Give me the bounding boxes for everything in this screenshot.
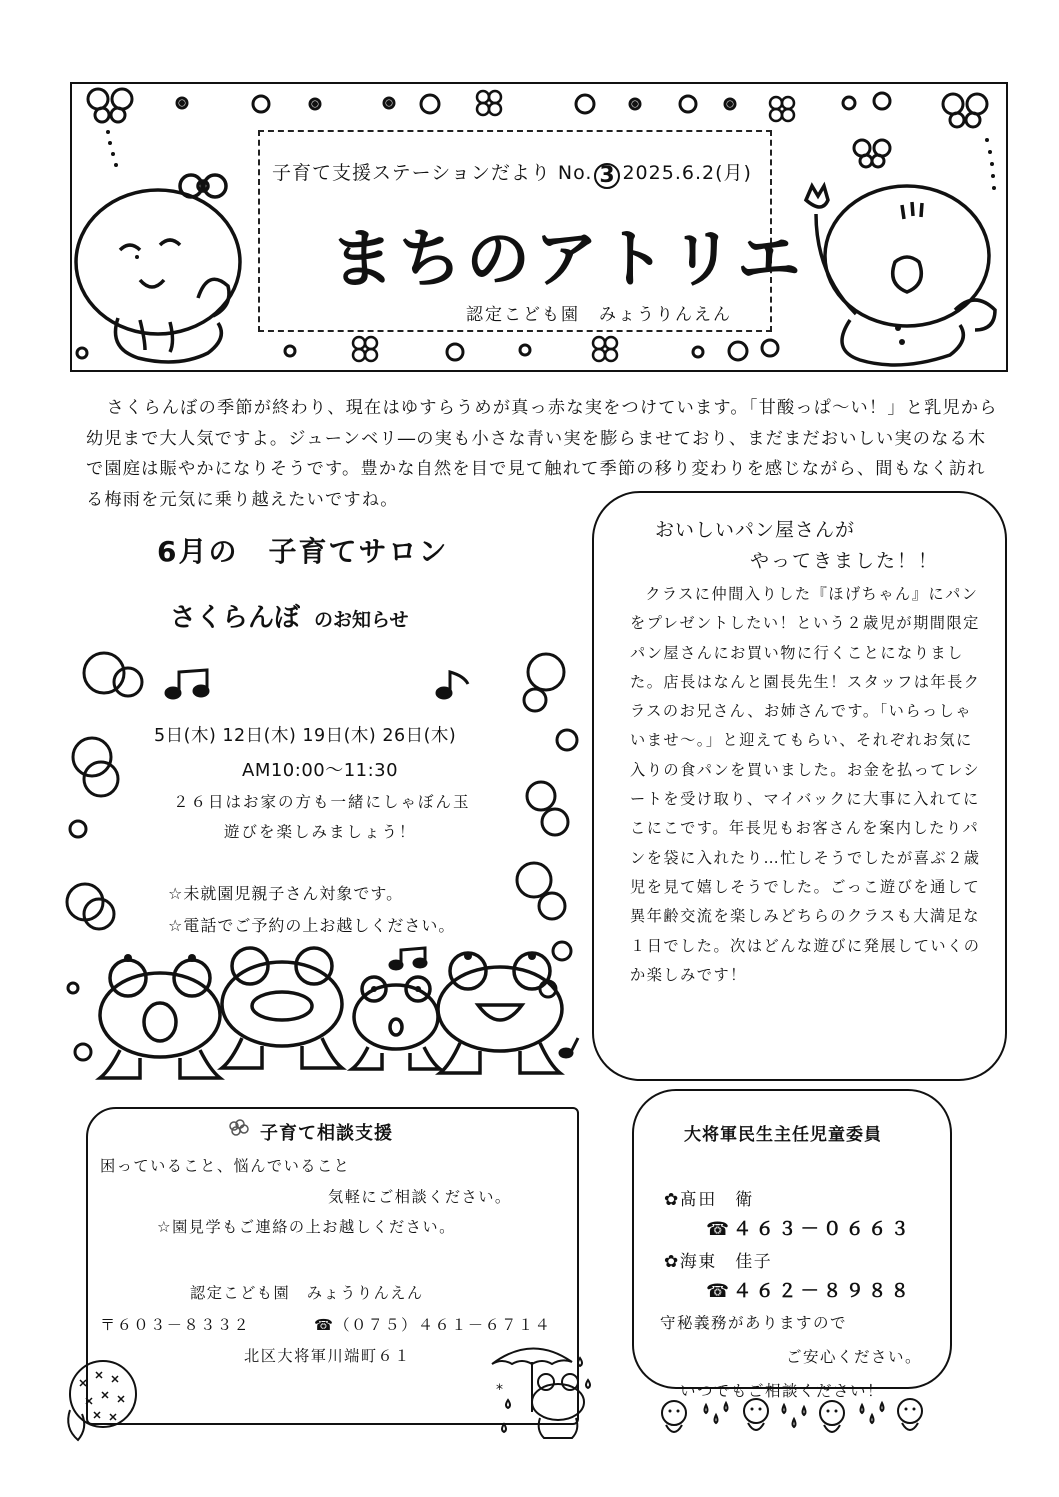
salon-dates: 5日(木) 12日(木) 19日(木) 26日(木)	[154, 726, 457, 746]
member1-name: ✿髙田 衛	[664, 1190, 754, 1210]
salon-title: 6月の 子育てサロン	[157, 535, 449, 568]
committee-title: 大将軍民生主任児童委員	[684, 1125, 882, 1145]
salon-target: ☆未就園児親子さん対象です。	[168, 884, 404, 903]
salon-name: さくらんぼ	[170, 603, 301, 633]
committee-note2: ご安心ください。	[786, 1348, 923, 1366]
consult-line1: 困っていること、悩んでいること	[100, 1157, 351, 1175]
salon-reservation: ☆電話でご予約の上お越しください。	[168, 916, 456, 935]
hydrangea-and-frog-illustration	[0, 1340, 600, 1460]
committee-note1: 守秘義務がありますので	[660, 1314, 848, 1332]
committee-note3: いつでもご相談ください！	[680, 1382, 885, 1400]
bread-title-line2: やってきました！！	[750, 550, 940, 572]
consult-phone: ☎（０７５）４６１－６７１４	[314, 1316, 552, 1334]
subtitle-text: 子育て支援ステーションだより	[272, 162, 551, 184]
member2-name: ✿海東 佳子	[664, 1252, 773, 1272]
consult-org: 認定こども園 みょうりんえん	[190, 1284, 424, 1302]
issue-date: 2025.6.2(月)	[622, 162, 752, 184]
issue-label: No.	[557, 162, 593, 184]
bread-article-body	[630, 580, 982, 990]
salon-time: AM10:00～11:30	[242, 760, 399, 781]
consult-address: 北区大将軍川端町６１	[244, 1347, 411, 1365]
member2-tel: ☎４６２－８９８８	[706, 1281, 914, 1302]
consult-line3: ☆園見学もご連絡の上お越しください。	[157, 1218, 456, 1236]
issue-number: 3	[594, 163, 620, 189]
bread-title-line1: おいしいパン屋さんが	[655, 519, 856, 541]
consult-postal: 〒６０３－８３３２	[100, 1316, 251, 1334]
intro-text: さくらんぼの季節が終わり、現在はゆすらうめが真っ赤な実をつけています。「甘酸っぱ～い！」と乳児から幼児まで大人気ですよ。ジューンベリ―の実も小さな青い実を膨らませており、まだまだおいしい実のなる木で園庭は賑やかになりそうです。豊かな自然を目で見て触れて季節の移り変わりを感じながら、間もなく訪れる梅雨を元気に乗り越えたいですね。	[86, 398, 998, 510]
svg-text:*: *	[496, 1382, 503, 1398]
salon-note-line2: 遊びを楽しみましょう！	[224, 823, 417, 841]
member1-tel: ☎４６３－０６６３	[706, 1219, 914, 1240]
page-title: まちのアトリエ	[330, 223, 805, 297]
bread-text: クラスに仲間入りした『ほげちゃん』にパンをプレゼントしたい！という２歳児が期間限定パン屋さんにお買い物に行くことになりました。店長はなんと園長先生！スタッフは年長クラスのお兄さん、お姉さんです。「いらっしゃいませ～。」と迎えてもらい、それぞれお気に入りの食パンを買いました。お金を払ってレシートを受け取り、マイバックに大事に入れてにこにこです。年長児もお客さんを案内したりパンを袋に入れたり…忙しそうでしたが喜ぶ２歳児を見て嬉しそうでした。ごっこ遊びを通して異年齢交流を楽しみどちらのクラスも大満足な１日でした。次はどんな遊びに発展していくのか楽しみです！	[630, 585, 981, 984]
small-characters-illustration	[650, 1395, 950, 1455]
salon-name-suffix: のお知らせ	[314, 609, 409, 631]
salon-note-line1: ２６日はお家の方も一緒にしゃぼん玉	[173, 793, 471, 811]
consult-line2: 気軽にご相談ください。	[328, 1188, 512, 1206]
publisher-name: 認定こども園 みょうりんえん	[466, 305, 732, 325]
consult-title	[236, 1119, 393, 1145]
consult-title-text: 子育て相談支援	[260, 1123, 393, 1144]
